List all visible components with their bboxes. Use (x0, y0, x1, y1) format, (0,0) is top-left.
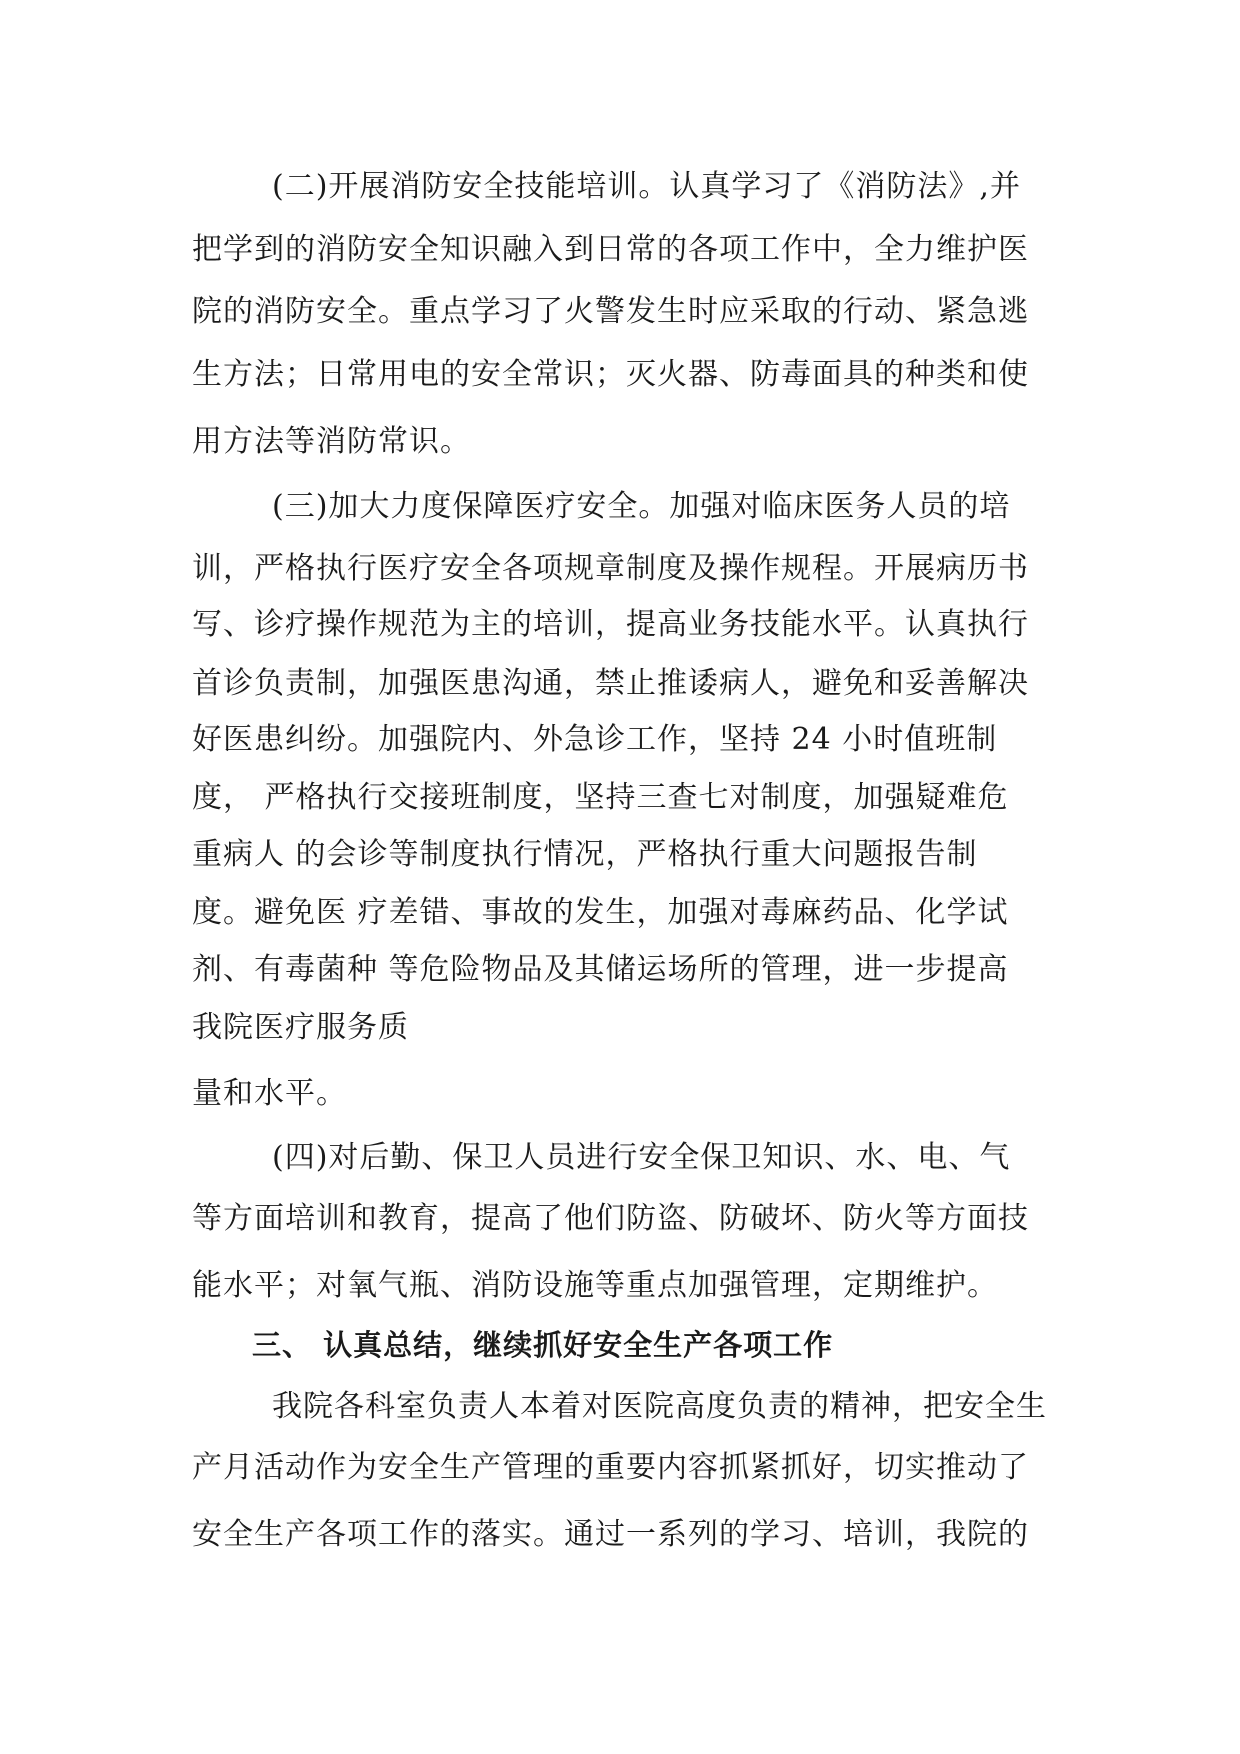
paragraph-line: 等方面培训和教育，提高了他们防盗、防破坏、防火等方面技 (192, 1201, 1029, 1236)
paragraph-line: 我院各科室负责人本着对医院高度负责的精神，把安全生 (272, 1389, 1047, 1424)
paragraph-line: 院的消防安全。重点学习了火警发生时应采取的行动、紧急逃 (192, 294, 1029, 329)
paragraph-line: 产月活动作为安全生产管理的重要内容抓紧抓好，切实推动了 (192, 1450, 1029, 1485)
paragraph-line: 首诊负责制，加强医患沟通，禁止推诿病人，避免和妥善解决 (192, 666, 1029, 701)
paragraph-line: 写、诊疗操作规范为主的培训，提高业务技能水平。认真执行 (192, 607, 1029, 642)
paragraph-line: (四)对后勤、保卫人员进行安全保卫知识、水、电、气 (272, 1140, 1011, 1175)
paragraph-line: 重病人 的会诊等制度执行情况，严格执行重大问题报告制 (192, 837, 978, 872)
paragraph-line: (二)开展消防安全技能培训。认真学习了《消防法》,并 (272, 169, 1021, 204)
paragraph-line: (三)加大力度保障医疗安全。加强对临床医务人员的培 (272, 489, 1011, 524)
paragraph-line: 训，严格执行医疗安全各项规章制度及操作规程。开展病历书 (192, 551, 1029, 586)
section-heading: 三、 认真总结，继续抓好安全生产各项工作 (252, 1328, 834, 1362)
paragraph-line: 量和水平。 (192, 1076, 347, 1111)
paragraph-line: 度， 严格执行交接班制度，坚持三查七对制度，加强疑难危 (192, 780, 1009, 815)
paragraph-line: 生方法；日常用电的安全常识；灭火器、防毒面具的种类和使 (192, 357, 1029, 392)
paragraph-line: 把学到的消防安全知识融入到日常的各项工作中，全力维护医 (192, 232, 1029, 267)
paragraph-line: 安全生产各项工作的落实。通过一系列的学习、培训，我院的 (192, 1517, 1029, 1552)
paragraph-line: 能水平；对氧气瓶、消防设施等重点加强管理，定期维护。 (192, 1268, 998, 1303)
paragraph-line: 好医患纠纷。加强院内、外急诊工作，坚持 24 小时值班制 (192, 722, 998, 757)
paragraph-line: 我院医疗服务质 (192, 1010, 409, 1045)
paragraph-line: 用方法等消防常识。 (192, 424, 471, 459)
paragraph-line: 度。避免医 疗差错、事故的发生，加强对毒麻药品、化学试 (192, 895, 1009, 930)
paragraph-line: 剂、有毒菌种 等危险物品及其储运场所的管理，进一步提高 (192, 952, 1009, 987)
